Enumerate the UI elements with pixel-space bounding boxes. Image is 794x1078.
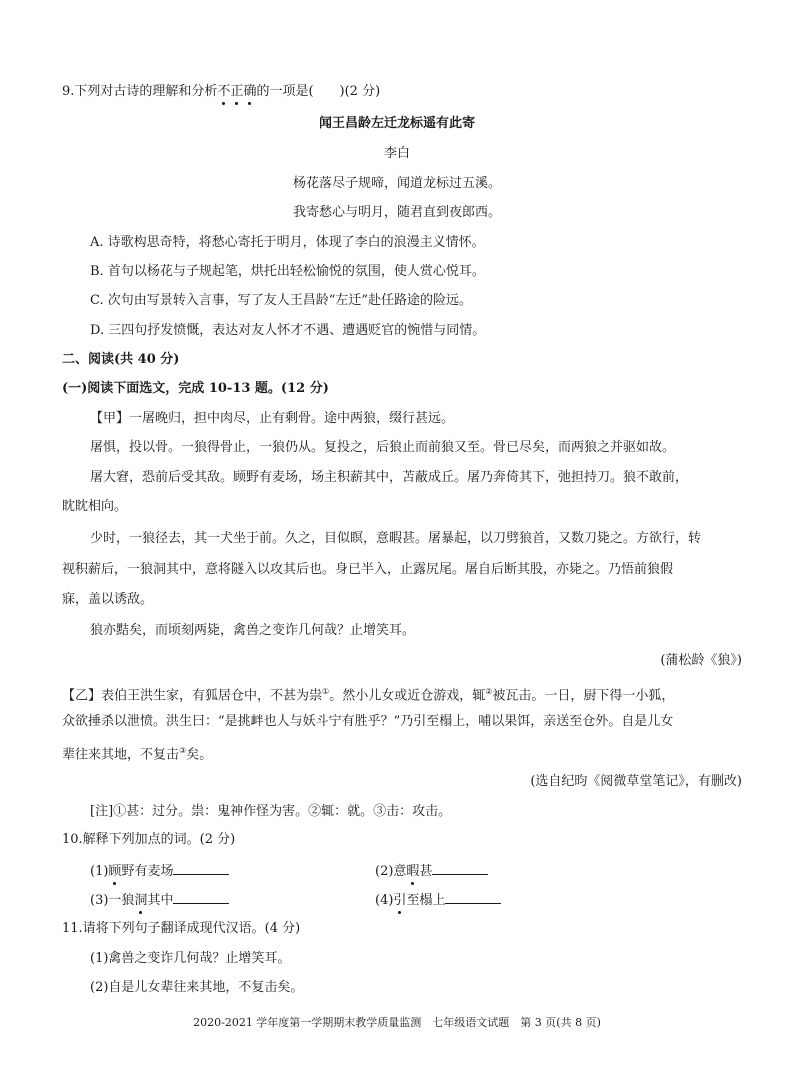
passage-yi-p1-end: 辈往来其地，不复击③矣。 — [62, 746, 213, 763]
emphasis-char: 不 — [217, 84, 231, 99]
question-11-sentence-1: (1)禽兽之变诈几何哉？止增笑耳。 — [90, 951, 291, 966]
question-11-stem: 11.请将下列句子翻译成现代汉语。(4 分) — [62, 921, 301, 936]
question-10-item-4: (4)引至榻上 — [375, 891, 501, 910]
emphasis-char: 确 — [243, 84, 257, 99]
poem-line-1: 杨花落尽子规啼，闻道龙标过五溪。 — [292, 176, 501, 191]
passage-jia-p5: 狼亦黠矣，而顷刻两毙，禽兽之变诈几何哉？止增笑耳。 — [90, 623, 416, 638]
poem-line-2: 我寄愁心与明月，随君直到夜郎西。 — [292, 205, 501, 220]
passage-yi-source: (选自纪昀《阅微草堂笔记》，有删改) — [530, 774, 742, 789]
footnotes: [注]①甚：过分。祟：鬼神作怪为害。②辄：就。③击：攻击。 — [90, 804, 452, 819]
question-10-stem: 10.解释下列加点的词。(2 分) — [62, 832, 236, 847]
answer-blank[interactable] — [173, 862, 229, 875]
answer-blank[interactable] — [432, 862, 488, 875]
section-heading: 二、阅读(共 40 分) — [62, 352, 180, 367]
passage-jia-p4-cont: 视积薪后，一狼洞其中，意将隧入以攻其后也。身已半入，止露尻尾。屠自后断其股，亦毙之。乃悟前狼假 — [62, 562, 674, 577]
footnote-marker: ① — [322, 687, 330, 696]
emphasis-char: 引 — [393, 893, 407, 908]
emphasis-char: 正 — [230, 84, 244, 99]
passage-jia-p2: 屠惧，投以骨。一狼得骨止，一狼仍从。复投之，后狼止而前狼又至。骨已尽矣，而两狼之并驱如故。 — [90, 440, 676, 455]
passage-jia-p4: 少时，一狼径去，其一犬坐于前。久之，目似瞑，意暇甚。屠暴起，以刀劈狼首，又数刀毙之。方欲行，转 — [90, 531, 702, 546]
part-heading: (一)阅读下面选文，完成 10-13 题。(12 分) — [62, 381, 329, 396]
emphasis-char: 顾 — [108, 864, 122, 879]
poem-title: 闻王昌龄左迁龙标遥有此寄 — [318, 116, 475, 131]
passage-yi-p1-cont: 众欲捶杀以泄愤。洪生曰：“是挑衅也人与妖斗宁有胜乎？”乃引至榻上，哺以果饵，亲送至仓外。自是儿女 — [62, 714, 674, 729]
footnote-marker: ③ — [179, 746, 187, 755]
footnote-marker: ② — [485, 687, 493, 696]
page-footer: 2020-2021 学年度第一学期期末教学质量监测 七年级语文试题 第 3 页(共 8 页) — [193, 1016, 601, 1029]
option-c: C. 次句由写景转入言事，写了友人王昌龄“左迁”赴任路途的险远。 — [90, 293, 473, 308]
poem-author: 李白 — [383, 146, 410, 161]
answer-blank[interactable] — [445, 891, 501, 904]
passage-jia-source: (蒲松龄《狼》) — [660, 653, 742, 668]
passage-jia-p4-end: 寐，盖以诱敌。 — [62, 592, 154, 607]
passage-jia-p3-cont: 眈眈相向。 — [62, 499, 128, 514]
passage-jia-p1: 【甲】一屠晚归，担中肉尽，止有剩骨。途中两狼，缀行甚远。 — [90, 411, 455, 426]
question-10-item-3: (3)一狼洞其中 — [90, 891, 229, 910]
passage-jia-p3: 屠大窘，恐前后受其敌。顾野有麦场，场主积薪其中，苫蔽成丘。屠乃奔倚其下，弛担持刀。狼不敢前， — [90, 470, 689, 485]
answer-blank[interactable] — [173, 891, 229, 904]
question-10-item-2: (2)意暇甚 — [375, 862, 488, 881]
option-b: B. 首句以杨花与子规起笔，烘托出轻松愉悦的氛围，使人赏心悦耳。 — [90, 264, 485, 279]
passage-yi-p1: 【乙】表伯王洪生家，有狐居仓中，不甚为祟①。然小儿女或近仓游戏，辄②被瓦击。一日，厨下得一小狐， — [62, 687, 675, 704]
emphasis-char: 暇 — [406, 864, 420, 879]
question-9-stem: 9.下列对古诗的理解和分析不正确的一项是( )(2 分) — [62, 84, 381, 99]
question-11-sentence-2: (2)自是儿女辈往来其地，不复击矣。 — [90, 980, 304, 995]
option-a: A. 诗歌构思奇特，将愁心寄托于明月，体现了李白的浪漫主义情怀。 — [90, 235, 485, 250]
emphasis-char: 洞 — [134, 893, 148, 908]
option-d: D. 三四句抒发愤慨，表达对友人怀才不遇、遭遇贬官的惋惜与同情。 — [90, 323, 486, 338]
question-10-item-1: (1)顾野有麦场 — [90, 862, 229, 881]
